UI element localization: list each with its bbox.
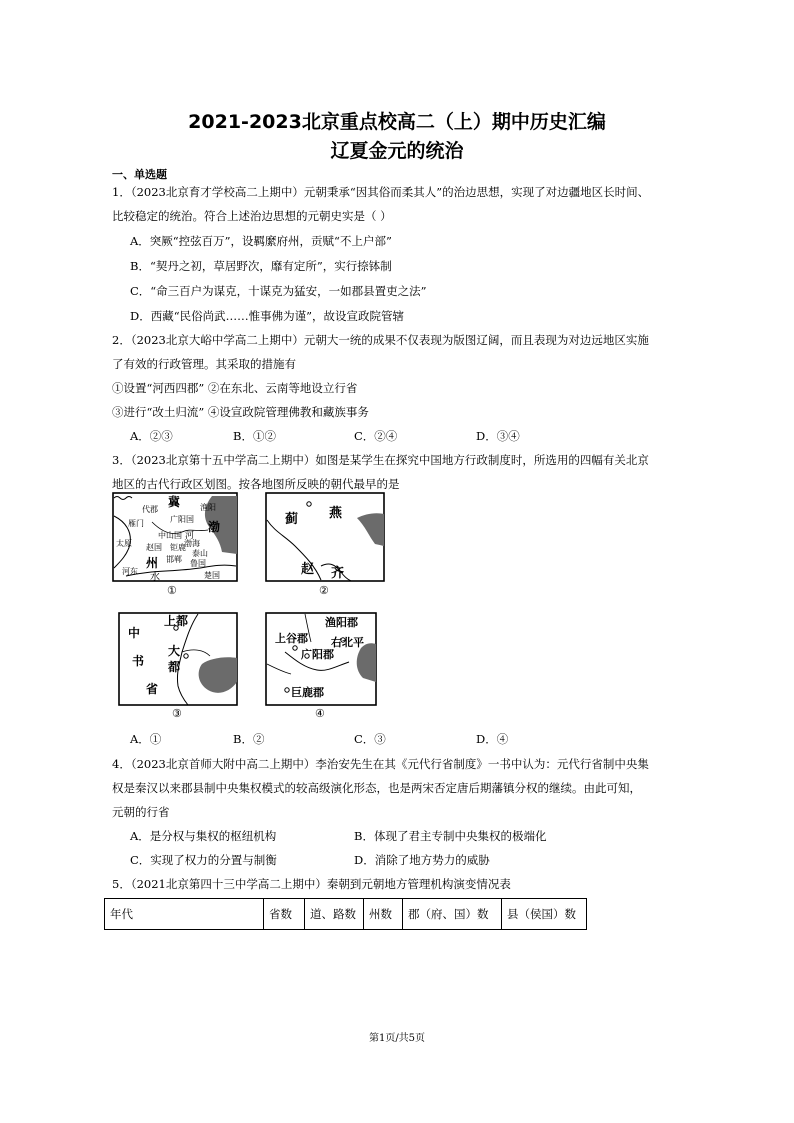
q4-stem-line3: 元朝的行省 — [112, 805, 170, 819]
document-subtitle: 辽夏金元的统治 — [330, 140, 464, 162]
map-1-label: 冀 — [168, 495, 181, 509]
map-1-label: 代郡 — [142, 505, 158, 514]
map-1-label: 楚国 — [204, 571, 220, 580]
q5-stem: 5．（2021北京第四十三中学高二上期中）秦朝到元朝地方管理机构演变情况表 — [112, 877, 511, 891]
section-label: 一、单选题 — [112, 168, 167, 181]
map-2-label: 齐 — [331, 566, 345, 581]
q2-stem-line1: 2．（2023北京大峪中学高二上期中）元朝大一统的成果不仅表现为版图辽阔，而且表现为对边远地区实施 — [112, 333, 649, 347]
table-header-cell: 省数 — [264, 899, 305, 930]
q2-option-b: B．①② — [233, 429, 276, 443]
map-1-label: 雁门 — [128, 519, 144, 528]
q2-stem-line2: 了有效的行政管理。其采取的措施有 — [112, 357, 296, 371]
table-header-cell: 郡（府、国）数 — [403, 899, 502, 930]
map-1-label: 渔阳 — [200, 503, 216, 512]
map-4-label: 渔阳郡 — [325, 616, 358, 629]
q4-option-a: A．是分权与集权的枢纽机构 — [130, 829, 277, 843]
map-3-label: 中 — [128, 626, 141, 640]
q3-option-c: C．③ — [354, 732, 386, 746]
q4-option-b: B．体现了君主专制中央集权的极端化 — [354, 829, 547, 843]
q3-stem-line2: 地区的古代行政区划图。按各地图所反映的朝代最早的是 — [112, 477, 400, 491]
table-header-cell: 州数 — [364, 899, 403, 930]
map-3-label: 都 — [168, 660, 181, 674]
map-2-label: 赵 — [301, 562, 315, 577]
q3-option-b: B．② — [233, 732, 265, 746]
q3-option-a: A．① — [130, 732, 162, 746]
map-1-label: 太原 — [116, 539, 132, 548]
map-1-label: 钜鹿 — [170, 543, 186, 552]
document-title: 2021-2023北京重点校高二（上）期中历史汇编 — [188, 111, 606, 133]
map-3 — [118, 612, 238, 706]
q2-items-line2: ③进行“改土归流” ④设宣政院管理佛教和藏族事务 — [112, 405, 369, 419]
q1-option-b: B．“契丹之初，草居野次，靡有定所”，实行捺钵制 — [130, 259, 392, 273]
q4-stem-line1: 4．（2023北京首师大附中高二上期中）李治安先生在其《元代行省制度》一书中认为：元代行省制中央集 — [112, 757, 649, 771]
map-4-caption: ④ — [315, 707, 325, 720]
map-4-label: 广阳郡 — [301, 648, 334, 661]
map-1-label: 河东 — [122, 567, 138, 576]
map-3-label: 大 — [168, 644, 181, 658]
map-1-label: 渤 — [208, 520, 221, 534]
map-2-label: 燕 — [329, 506, 343, 521]
map-1-caption: ① — [167, 584, 177, 597]
map-4-label: 上谷郡 — [275, 632, 308, 645]
map-4-label: 巨鹿郡 — [291, 686, 324, 699]
q1-stem-line1: 1．（2023北京育才学校高二上期中）元朝秉承“因其俗而柔其人”的治边思想，实现了对边疆地区长时间、 — [112, 185, 650, 199]
map-3-label: 省 — [146, 682, 159, 696]
map-1-label: 泰山 — [192, 549, 208, 558]
q2-option-a: A．②③ — [130, 429, 173, 443]
map-2-graphic — [265, 492, 385, 582]
page-footer: 第1页/共5页 — [368, 1033, 426, 1044]
map-3-label: 上都 — [164, 614, 189, 628]
map-1-label: 中山国 — [158, 531, 182, 540]
table-header-row — [105, 899, 587, 930]
q1-option-d: D．西藏“民俗尚武……惟事佛为谨”，故设宣政院管辖 — [130, 309, 404, 323]
map-1-label: 鲁国 — [190, 559, 206, 568]
q2-option-c: C．②④ — [354, 429, 398, 443]
q3-option-d: D．④ — [476, 732, 509, 746]
map-4-label: 右北平 — [331, 636, 364, 649]
map-2-label: 蓟 — [285, 512, 299, 527]
map-1-label: 河 — [185, 531, 195, 541]
map-1-label: 州 — [146, 556, 159, 570]
table-header-cell: 县（侯国）数 — [502, 899, 587, 930]
q2-option-d: D．③④ — [476, 429, 520, 443]
q2-items-line1: ①设置“河西四郡” ②在东北、云南等地设立行省 — [112, 381, 358, 395]
map-4 — [265, 612, 377, 706]
map-2-caption: ② — [319, 584, 329, 597]
q3-stem-line1: 3．（2023北京第十五中学高二上期中）如图是某学生在探究中国地方行政制度时，所选用的四幅有关北京 — [112, 453, 649, 467]
q4-option-c: C．实现了权力的分置与制衡 — [130, 853, 277, 867]
table-header-cell: 年代 — [105, 899, 264, 930]
q4-option-d: D．消除了地方势力的威胁 — [354, 853, 490, 867]
map-2 — [265, 492, 385, 582]
q4-stem-line2: 权是秦汉以来郡县制中央集权模式的较高级演化形态，也是两宋否定唐后期藩镇分权的继续。由此可知， — [112, 781, 641, 795]
map-1-label: 渤海 — [184, 539, 200, 548]
map-1-label: 邯郸 — [166, 555, 182, 564]
map-1 — [112, 492, 238, 582]
q1-option-a: A．突厥“控弦百万”，设羁縻府州，贡赋“不上户部” — [130, 234, 392, 248]
table-header-cell: 道、路数 — [305, 899, 364, 930]
map-3-caption: ③ — [172, 707, 182, 720]
map-1-label: 广阳国 — [170, 515, 194, 524]
map-1-label: 水 — [150, 572, 160, 583]
q1-stem-line2: 比较稳定的统治。符合上述治边思想的元朝史实是（ ） — [112, 209, 392, 223]
map-1-label: 赵国 — [146, 543, 162, 552]
map-3-label: 书 — [132, 654, 145, 668]
q1-option-c: C．“命三百户为谋克，十谋克为猛安，一如郡县置吏之法” — [130, 284, 427, 298]
evolution-table — [104, 898, 587, 930]
